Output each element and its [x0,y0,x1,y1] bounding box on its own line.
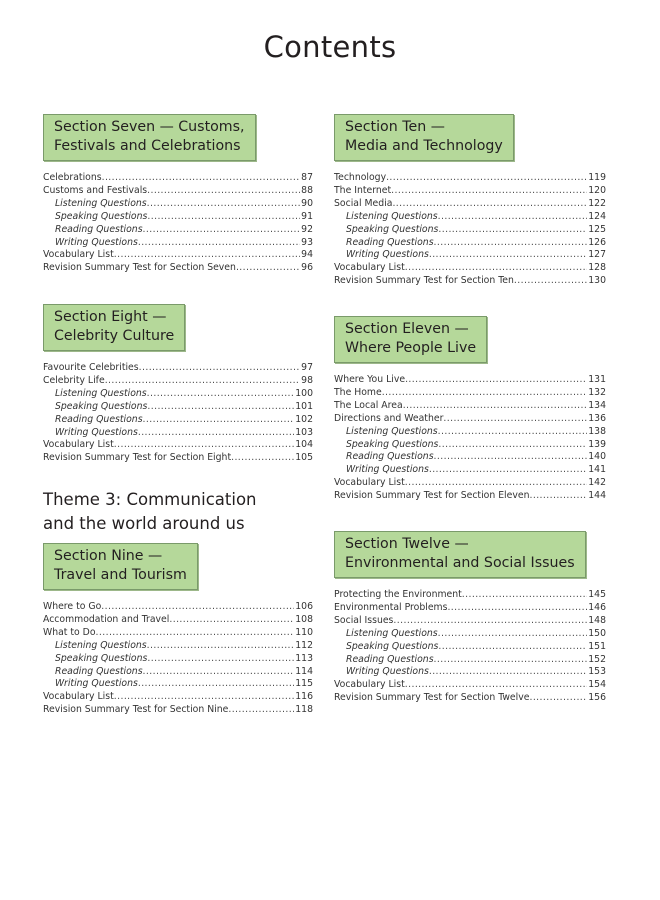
toc-entry-page: 151 [588,640,606,652]
toc-entry-page: 126 [588,236,606,248]
toc-entry-label: Favourite Celebrities [43,362,139,373]
leader-dots [438,439,587,452]
toc-entry-label: Vocabulary List [334,477,405,489]
theme-heading-line: and the world around us [43,514,245,533]
toc-entry [334,387,606,400]
toc-entry-label: Speaking Questions [55,210,148,222]
toc-entry-label: Speaking Questions [55,400,148,412]
section-heading-line: Media and Technology [345,138,503,154]
toc-entry-page: 90 [301,197,313,209]
toc-entry-page: 105 [295,452,313,464]
toc-entry-label: Writing Questions [346,249,429,261]
section-heading-line: Festivals and Celebrations [54,138,241,154]
toc-entry-label: Protecting the Environment [334,589,462,600]
toc-entry-label: Revision Summary Test for Section Eight [43,452,232,464]
section-heading [334,531,586,578]
leader-dots [114,249,300,262]
section-heading-line: Travel and Tourism [54,567,187,583]
toc-entry-page: 112 [295,639,313,651]
toc-entry-page: 120 [588,184,606,196]
leader-dots [529,490,587,503]
leader-dots [139,362,301,375]
toc-entry [334,589,606,602]
section-heading-line: Section Eight — [54,309,167,325]
leader-dots [102,172,301,185]
toc-entry-label: Listening Questions [346,210,438,222]
leader-dots [462,589,587,602]
toc-entry [334,262,606,275]
leader-dots [228,704,294,717]
section-ten [334,114,606,288]
toc-entry [43,414,313,427]
toc-entry [43,172,313,185]
leader-dots [114,439,295,452]
toc-entry-label: Listening Questions [55,197,147,209]
toc-entry-page: 124 [588,210,606,222]
toc-entry-page: 142 [588,477,606,489]
toc-entry-label: Listening Questions [346,425,438,437]
theme-heading-line: Theme 3: Communication [43,490,257,509]
toc-entry [334,615,606,628]
toc-entry-page: 104 [295,439,313,451]
leader-dots [138,678,294,691]
toc-entry [43,614,313,627]
toc-entry-page: 145 [588,589,606,600]
toc-entry-label: What to Do [43,626,96,638]
toc-entry-label: Directions and Weather [334,412,444,424]
toc-entry-page: 140 [588,451,606,463]
leader-dots [138,237,300,250]
toc-entry-label: Revision Summary Test for Section Seven [43,262,236,274]
section-heading [334,114,514,161]
leader-dots [438,628,588,641]
toc-entry [334,464,606,477]
toc-entry-page: 100 [295,387,313,399]
leader-dots [143,224,301,237]
toc-entry [334,185,606,198]
toc-entry-label: Social Media [334,197,393,209]
section-heading-line: Section Ten — [345,119,445,135]
toc-entry [43,427,313,440]
section-heading-line: Section Eleven — [345,321,469,337]
leader-dots [147,653,294,666]
toc-entry [43,401,313,414]
leader-dots [434,237,588,250]
toc-entry [334,602,606,615]
section-heading-line: Section Twelve — [345,536,469,552]
leader-dots [391,185,587,198]
toc-entry-page: 152 [588,653,606,665]
leader-dots [105,375,300,388]
toc-entry-label: Listening Questions [55,387,147,399]
leader-dots [438,224,587,237]
leader-dots [403,400,588,413]
toc-entry-page: 131 [588,374,606,385]
toc-entry-label: Vocabulary List [43,249,114,261]
toc-entry [334,679,606,692]
section-heading-line: Celebrity Culture [54,328,175,344]
leader-dots [434,654,588,667]
toc-entry-page: 130 [588,275,606,287]
section-nine [43,543,313,717]
toc-entry-page: 92 [301,223,313,235]
toc-entry-page: 122 [588,197,606,209]
toc-entry-label: Vocabulary List [43,691,114,703]
toc-entry-label: Listening Questions [55,639,147,651]
toc-entry [43,185,313,198]
toc-list [334,172,606,288]
toc-entry-page: 114 [295,665,313,677]
toc-entry-label: Revision Summary Test for Section Ten [334,275,514,287]
toc-entry-label: Vocabulary List [334,679,405,691]
toc-entry-label: Reading Questions [346,451,434,463]
toc-entry-label: Where to Go [43,601,102,612]
leader-dots [434,451,588,464]
toc-entry [43,237,313,250]
leader-dots [143,414,295,427]
toc-entry [334,400,606,413]
toc-entry [334,211,606,224]
page-title: Contents [263,30,397,64]
toc-entry-label: Reading Questions [346,653,434,665]
toc-entry-label: Speaking Questions [346,640,439,652]
toc-entry-page: 134 [588,399,606,411]
toc-entry-page: 132 [588,386,606,398]
toc-entry-label: The Home [334,386,382,398]
toc-entry-page: 91 [301,210,313,222]
toc-entry-label: Revision Summary Test for Section Twelve [334,692,530,704]
toc-entry-page: 98 [301,374,313,386]
toc-entry-page: 125 [588,223,606,235]
leader-dots [393,615,587,628]
toc-entry-label: Revision Summary Test for Section Eleven [334,490,530,502]
toc-entry [43,211,313,224]
toc-entry-label: Writing Questions [346,464,429,476]
toc-entry-label: Environmental Problems [334,601,448,613]
toc-entry [334,224,606,237]
toc-entry [43,640,313,653]
leader-dots [443,413,587,426]
toc-entry [334,237,606,250]
section-eight [43,304,313,465]
toc-list [43,172,313,275]
section-heading-line: Section Seven — Customs, [54,119,245,135]
section-heading [43,304,185,351]
toc-entry-page: 119 [588,172,606,183]
leader-dots [529,692,587,705]
toc-entry [43,224,313,237]
leader-dots [147,211,300,224]
leader-dots [438,426,588,439]
toc-entry-page: 144 [588,490,606,502]
leader-dots [382,387,588,400]
toc-entry-label: Technology [334,172,387,183]
toc-entry [334,413,606,426]
section-heading-line: Environmental and Social Issues [345,555,575,571]
leader-dots [514,275,587,288]
toc-list [334,589,606,705]
toc-entry-page: 127 [588,249,606,261]
toc-entry [43,678,313,691]
leader-dots [236,262,300,275]
toc-entry [43,653,313,666]
toc-entry-page: 94 [301,249,313,261]
toc-entry-label: Reading Questions [55,223,143,235]
toc-entry [334,172,606,185]
toc-entry [43,375,313,388]
toc-entry-page: 113 [295,652,313,664]
toc-entry-label: Where You Live [334,374,406,385]
leader-dots [405,679,588,692]
leader-dots [143,666,295,679]
leader-dots [231,452,294,465]
leader-dots [101,601,294,614]
toc-entry [334,641,606,654]
toc-entry-label: Speaking Questions [55,652,148,664]
toc-entry-page: 87 [301,172,313,183]
toc-entry-label: Writing Questions [55,426,138,438]
toc-entry-page: 154 [588,679,606,691]
toc-entry-label: Vocabulary List [43,439,114,451]
toc-entry-page: 101 [295,400,313,412]
toc-entry [43,262,313,275]
leader-dots [429,249,587,262]
toc-entry [334,477,606,490]
toc-entry-page: 153 [588,666,606,678]
toc-entry [43,627,313,640]
toc-entry [43,249,313,262]
toc-entry-label: Accommodation and Travel [43,613,170,625]
leader-dots [429,666,587,679]
toc-entry [334,628,606,641]
toc-entry-page: 88 [301,184,313,196]
toc-entry [43,198,313,211]
toc-entry [334,490,606,503]
toc-entry [334,275,606,288]
toc-entry-page: 139 [588,438,606,450]
section-heading [43,114,256,161]
toc-list [43,362,313,465]
toc-entry-page: 108 [295,613,313,625]
toc-entry-page: 97 [301,362,313,373]
toc-entry [43,704,313,717]
section-heading [334,316,487,363]
toc-entry [334,451,606,464]
leader-dots [114,691,295,704]
toc-entry-page: 118 [295,704,313,716]
toc-entry-page: 110 [295,626,313,638]
section-heading-line: Section Nine — [54,548,163,564]
toc-entry-page: 156 [588,692,606,704]
toc-entry-label: Reading Questions [55,665,143,677]
toc-entry-label: Writing Questions [55,678,138,690]
leader-dots [405,374,587,387]
toc-entry-page: 148 [588,614,606,626]
toc-entry-page: 138 [588,425,606,437]
toc-entry [334,374,606,387]
toc-entry-label: Speaking Questions [346,223,439,235]
toc-entry [334,692,606,705]
leader-dots [447,602,587,615]
toc-entry [334,198,606,211]
toc-entry-label: Writing Questions [55,236,138,248]
toc-entry [334,666,606,679]
leader-dots [405,477,588,490]
toc-entry [43,601,313,614]
toc-list [334,374,606,503]
toc-entry-label: Celebrations [43,172,102,183]
toc-entry-page: 150 [588,627,606,639]
toc-entry-page: 136 [588,412,606,424]
leader-dots [438,641,587,654]
leader-dots [147,401,294,414]
toc-entry [43,691,313,704]
toc-entry-label: Vocabulary List [334,262,405,274]
toc-entry-label: Social Issues [334,614,394,626]
toc-entry-page: 116 [295,691,313,703]
toc-entry-label: The Local Area [334,399,403,411]
section-seven [43,114,313,275]
leader-dots [429,464,587,477]
toc-entry-label: The Internet [334,184,392,196]
toc-entry [43,362,313,375]
toc-entry-label: Customs and Festivals [43,184,148,196]
toc-entry [43,388,313,401]
leader-dots [138,427,294,440]
toc-entry-page: 128 [588,262,606,274]
leader-dots [438,211,588,224]
section-heading [43,543,198,590]
toc-entry-page: 93 [301,236,313,248]
leader-dots [386,172,587,185]
leader-dots [147,388,295,401]
toc-entry [334,426,606,439]
toc-entry [334,654,606,667]
toc-entry-label: Reading Questions [55,413,143,425]
toc-entry-label: Reading Questions [346,236,434,248]
toc-entry [43,439,313,452]
leader-dots [147,640,295,653]
toc-entry-page: 115 [295,678,313,690]
toc-entry-label: Listening Questions [346,627,438,639]
toc-entry [43,666,313,679]
section-twelve [334,531,606,705]
toc-entry-label: Celebrity Life [43,374,105,386]
toc-entry-label: Writing Questions [346,666,429,678]
toc-entry [43,452,313,465]
toc-entry-page: 146 [588,601,606,613]
leader-dots [169,614,294,627]
toc-entry-page: 141 [588,464,606,476]
section-heading-line: Where People Live [345,340,477,356]
toc-entry [334,439,606,452]
toc-entry [334,249,606,262]
toc-list [43,601,313,717]
section-eleven [334,316,606,503]
toc-entry-page: 96 [301,262,313,274]
toc-entry-page: 102 [295,413,313,425]
toc-entry-label: Revision Summary Test for Section Nine [43,704,229,716]
toc-entry-page: 106 [295,601,313,612]
toc-entry-page: 103 [295,426,313,438]
toc-entry-label: Speaking Questions [346,438,439,450]
leader-dots [96,627,295,640]
leader-dots [147,185,300,198]
theme-heading [43,488,257,536]
leader-dots [147,198,301,211]
leader-dots [392,198,587,211]
leader-dots [405,262,588,275]
